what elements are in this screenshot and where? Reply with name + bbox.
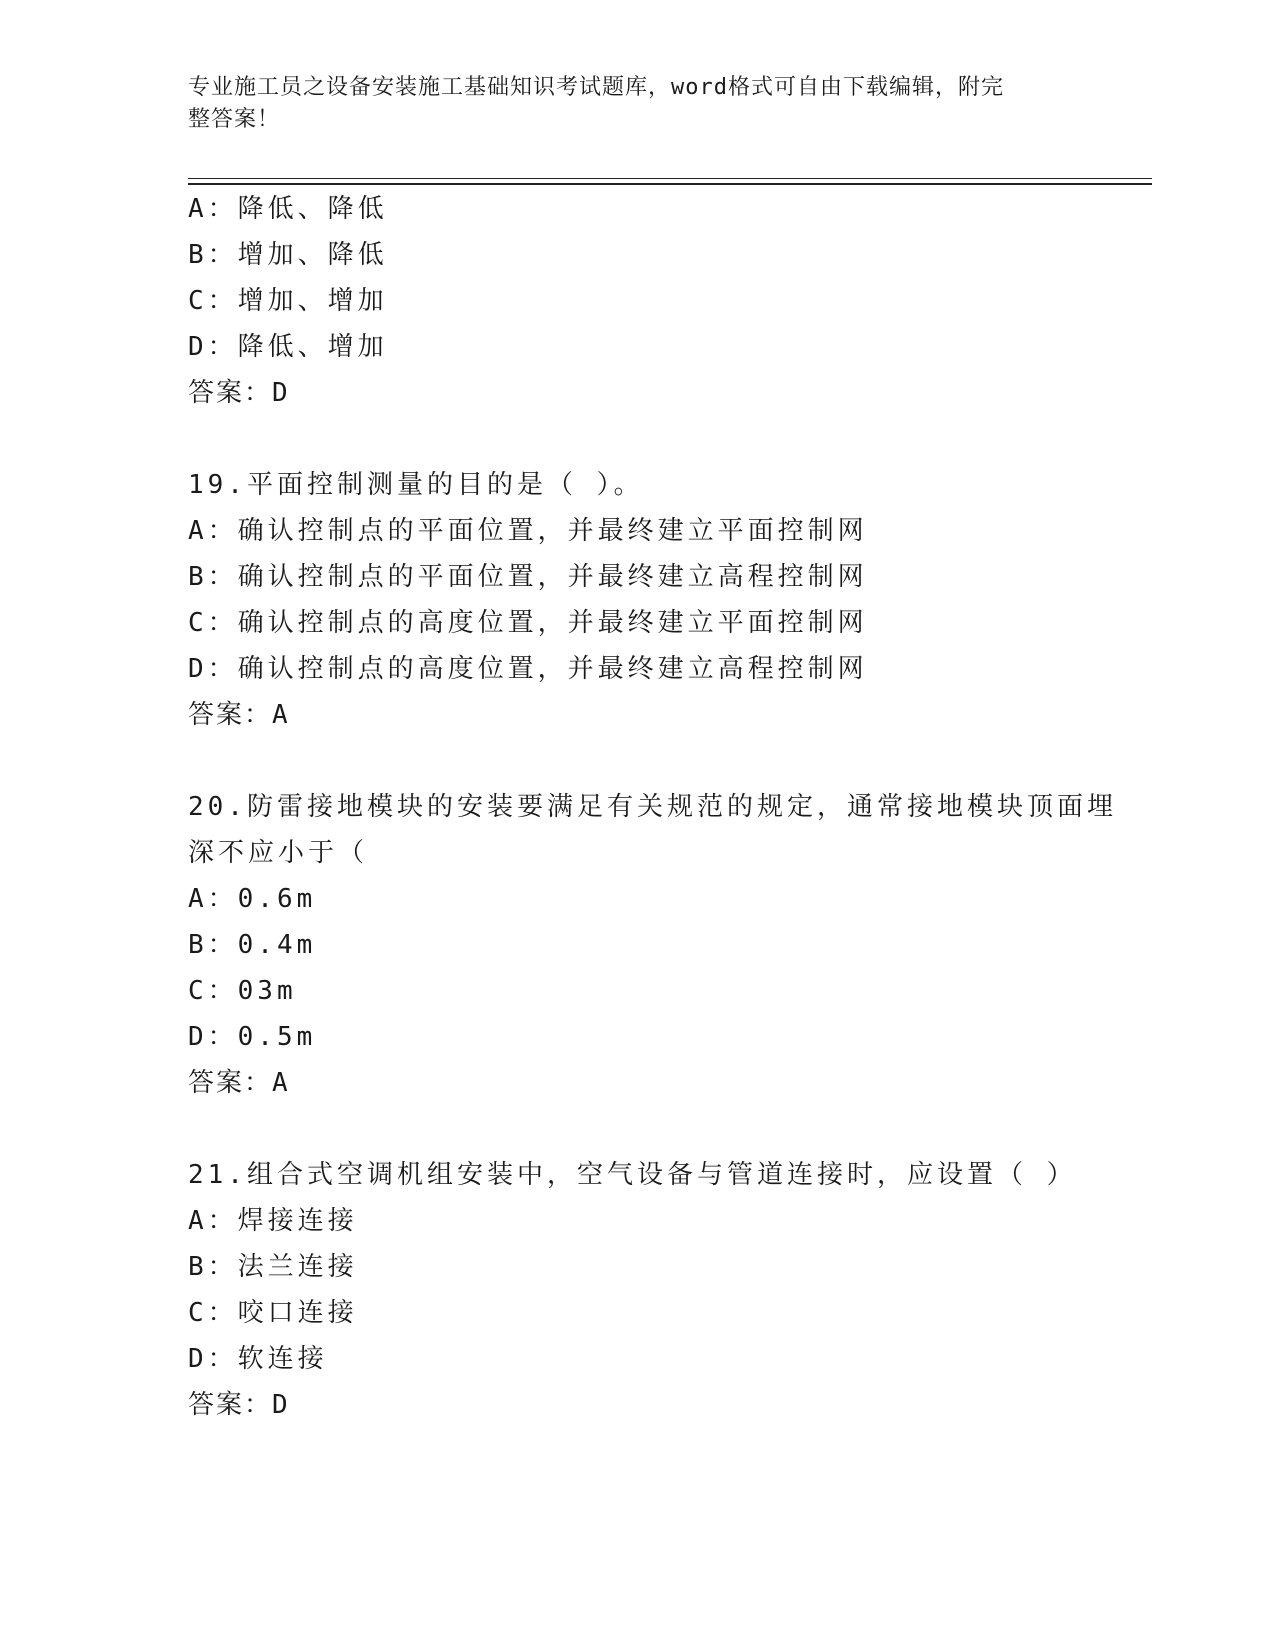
question-18 — [188, 186, 1088, 416]
document-header — [188, 72, 1068, 136]
option-a: A：焊接连接 — [188, 1206, 358, 1236]
option-c: C：咬口连接 — [188, 1298, 358, 1328]
question-19 — [188, 462, 1088, 738]
header-divider-thick — [188, 183, 1152, 185]
answer: 答案：A — [188, 1068, 290, 1098]
option-d: D：软连接 — [188, 1344, 328, 1374]
header-line-2: 整答案！ — [188, 107, 281, 132]
question-20 — [188, 784, 1117, 1106]
header-divider-thin — [188, 178, 1152, 179]
option-b: B：确认控制点的平面位置，并最终建立高程控制网 — [188, 562, 868, 592]
answer: 答案：D — [188, 378, 290, 408]
spacer — [188, 1106, 1088, 1152]
option-c: C：03m — [188, 976, 297, 1006]
spacer — [188, 416, 1088, 462]
option-b: B：增加、降低 — [188, 240, 388, 270]
question-text: 21.组合式空调机组安装中，空气设备与管道连接时，应设置（ ） — [188, 1160, 1077, 1190]
question-text-line-2: 深不应小于（ — [188, 838, 369, 868]
option-b: B：法兰连接 — [188, 1252, 358, 1282]
spacer — [188, 738, 1088, 784]
option-d: D：0.5m — [188, 1022, 317, 1052]
option-a: A：降低、降低 — [188, 194, 388, 224]
question-list — [188, 186, 1117, 1428]
option-a: A：0.6m — [188, 884, 317, 914]
answer: 答案：D — [188, 1390, 290, 1420]
option-c: C：增加、增加 — [188, 286, 388, 316]
option-a: A：确认控制点的平面位置，并最终建立平面控制网 — [188, 516, 868, 546]
question-21 — [188, 1152, 1088, 1428]
answer: 答案：A — [188, 700, 290, 730]
option-b: B：0.4m — [188, 930, 317, 960]
header-line-1: 专业施工员之设备安装施工基础知识考试题库，word格式可自由下载编辑，附完 — [188, 75, 1004, 100]
option-d: D：降低、增加 — [188, 332, 388, 362]
option-d: D：确认控制点的高度位置，并最终建立高程控制网 — [188, 654, 868, 684]
question-text: 19.平面控制测量的目的是（ ）。 — [188, 470, 644, 500]
option-c: C：确认控制点的高度位置，并最终建立平面控制网 — [188, 608, 868, 638]
question-text-line-1: 20.防雷接地模块的安装要满足有关规范的规定，通常接地模块顶面埋 — [188, 792, 1117, 822]
